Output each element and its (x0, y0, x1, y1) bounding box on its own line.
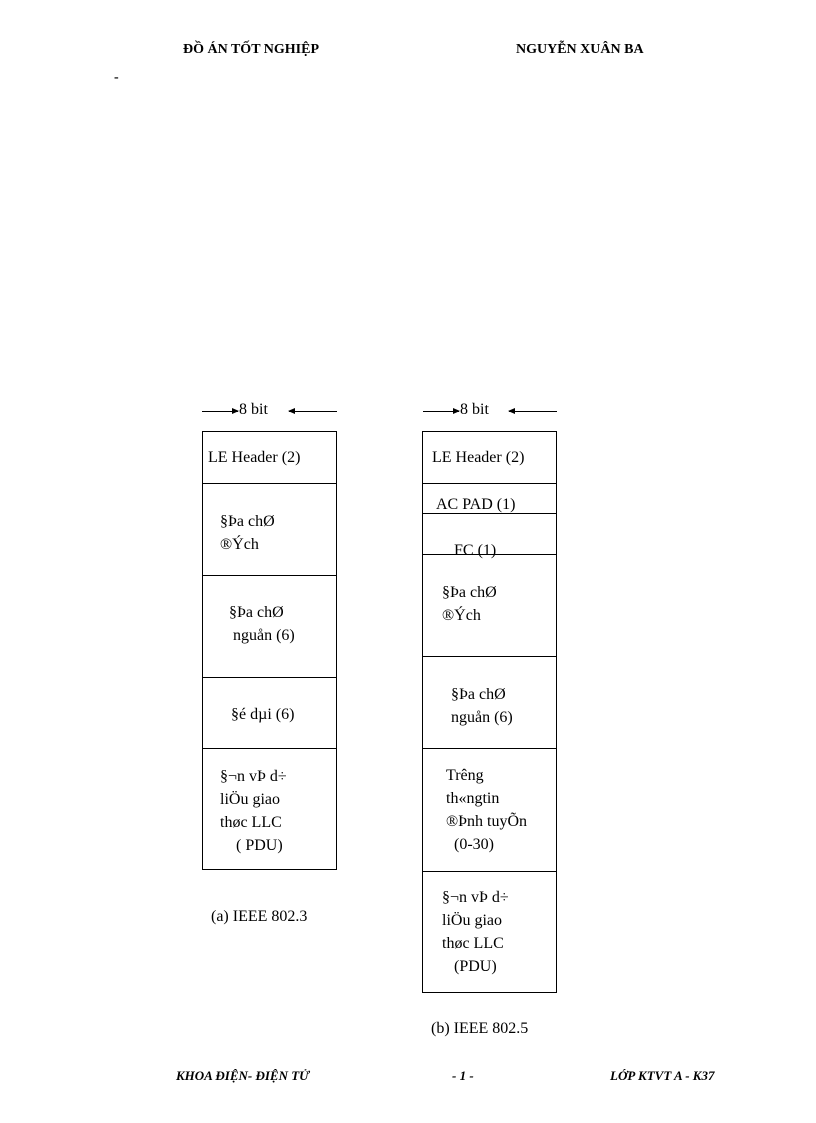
field-source-address (423, 656, 556, 748)
field-length (203, 677, 336, 748)
bit-width-label: 8 bit (460, 401, 489, 418)
field-dest-address (203, 483, 336, 575)
field-text: §Þa chØ nguån (6) (229, 604, 295, 644)
field-text: AC PAD (1) (436, 496, 516, 513)
header-left: ĐỒ ÁN TỐT NGHIỆP (183, 42, 320, 57)
bit-arrow-right-icon (423, 411, 459, 412)
field-routing-info (423, 748, 556, 871)
header-right: NGUYỄN XUÂN BA (516, 42, 644, 57)
caption-b: (b) IEEE 802.5 (431, 1020, 529, 1037)
field-text: §Þa chØ ®Ých (442, 584, 497, 624)
field-text: FC (1) (454, 542, 497, 559)
field-text: §é dµi (6) (231, 706, 295, 723)
frame-b (422, 431, 557, 993)
frame-a (202, 431, 337, 870)
bit-arrow-left-icon (289, 411, 337, 412)
field-dest-address (423, 554, 556, 656)
field-le-header (423, 432, 556, 483)
field-text: Trêng th«ngtin ®Þnh tuyÕn (0-30) (446, 767, 528, 853)
field-text: §Þa chØ ®Ých (220, 513, 275, 553)
bit-arrow-right-icon (202, 411, 238, 412)
footer-right: LỚP KTVT A - K37 (610, 1068, 715, 1083)
field-text: LE Header (2) (432, 449, 525, 466)
field-ac-pad (423, 483, 556, 513)
field-fc (423, 513, 556, 559)
field-llc-pdu (203, 748, 336, 871)
field-text: LE Header (2) (208, 449, 301, 466)
bit-arrow-left-icon (509, 411, 557, 412)
field-text: §¬n vÞ d÷ liÖu giao thøc LLC ( PDU) (220, 768, 287, 854)
field-text: §Þa chØ nguån (6) (451, 686, 513, 726)
field-source-address (203, 575, 336, 677)
page-number: - 1 - (452, 1068, 474, 1083)
bit-width-label: 8 bit (239, 401, 268, 418)
field-llc-pdu (423, 871, 556, 994)
footer-left: KHOA ĐIỆN- ĐIỆN TỬ (176, 1068, 310, 1083)
field-le-header (203, 432, 336, 483)
caption-a: (a) IEEE 802.3 (211, 908, 308, 925)
stray-dash: - (114, 70, 119, 85)
field-text: §¬n vÞ d÷ liÖu giao thøc LLC (PDU) (442, 889, 509, 975)
